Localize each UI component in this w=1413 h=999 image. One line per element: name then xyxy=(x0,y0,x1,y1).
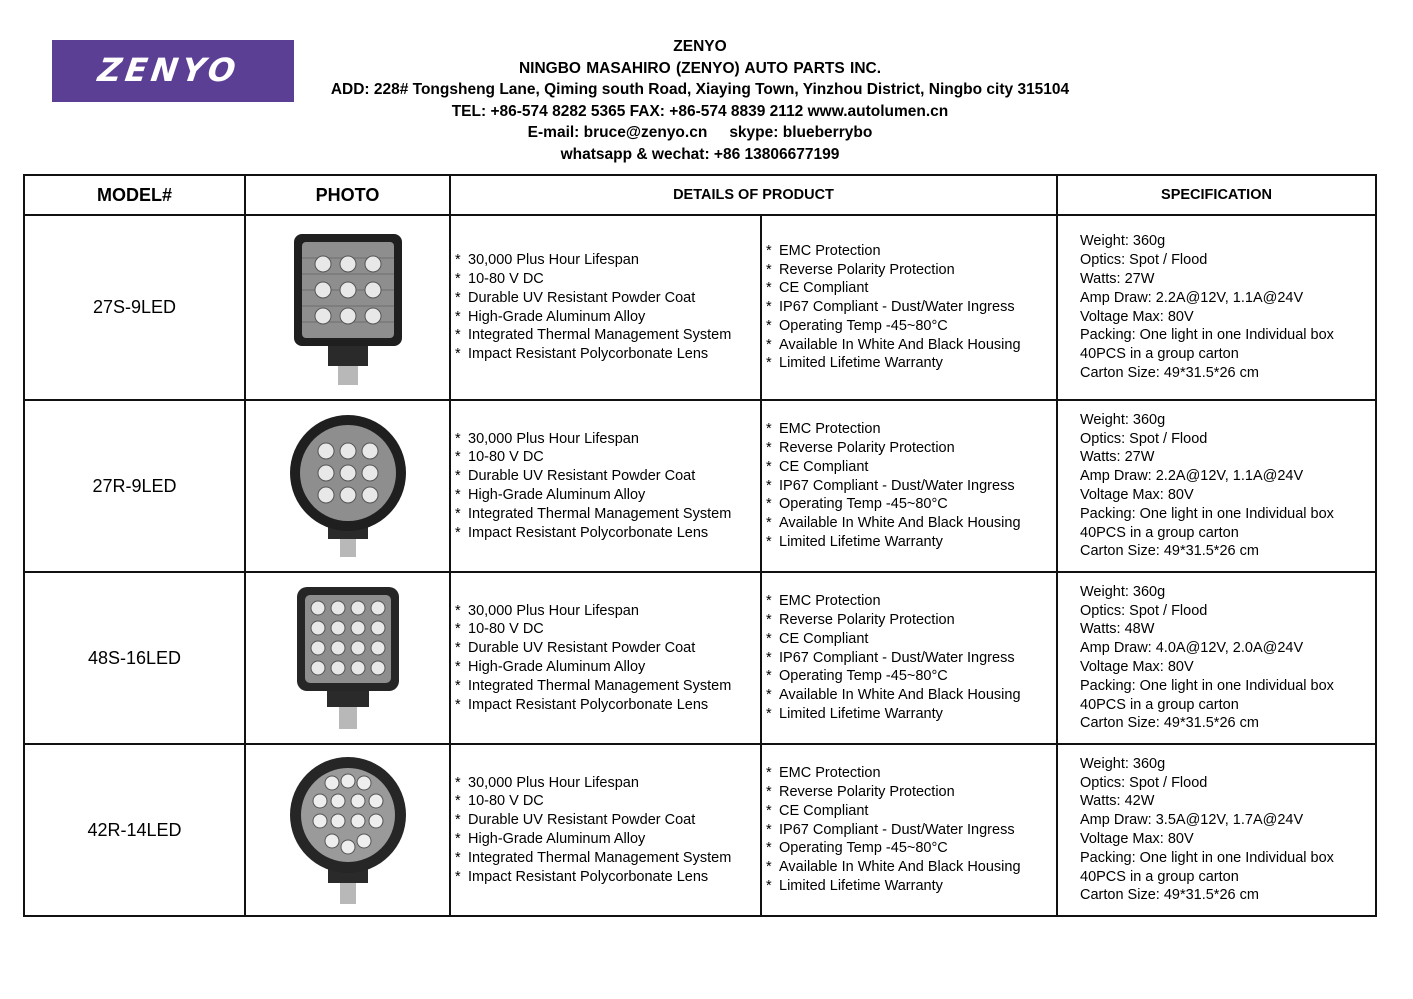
spec-weight: Weight: 360g xyxy=(1080,755,1166,772)
list-item: * Available In White And Black Housing xyxy=(766,859,1021,876)
list-item: * High-Grade Aluminum Alloy xyxy=(455,831,646,847)
features-a-list xyxy=(451,602,760,715)
list-item: * EMC Protection xyxy=(766,765,881,782)
spec-weight: Weight: 360g xyxy=(1080,233,1166,250)
company-short-name: ZENYO xyxy=(673,38,727,55)
photo-cell xyxy=(245,744,450,916)
list-item: * Durable UV Resistant Powder Coat xyxy=(455,640,696,657)
features-b-cell xyxy=(761,572,1057,744)
list-item: * IP67 Compliant - Dust/Water Ingress xyxy=(766,299,1015,316)
spec-amp-draw: Amp Draw: 3.5A@12V, 1.7A@24V xyxy=(1080,812,1304,829)
company-whatsapp: whatsapp & wechat: +86 13806677199 xyxy=(560,145,840,163)
company-address: ADD: 228# Tongsheng Lane, Qiming south Road, Xiaying Town, Yinzhou District, Ningbo city 315104 xyxy=(330,81,1070,98)
list-item: * 30,000 Plus Hour Lifespan xyxy=(455,430,639,447)
spec-carton-size: Carton Size: 49*31.5*26 cm xyxy=(1080,543,1259,560)
list-item: * Durable UV Resistant Powder Coat xyxy=(455,289,696,306)
features-b-list xyxy=(762,242,1056,374)
table-row xyxy=(24,400,1376,572)
list-item: * Integrated Thermal Management System xyxy=(455,849,732,866)
product-table xyxy=(23,174,1377,917)
round-led-work-light-icon xyxy=(288,411,408,561)
list-item: * Operating Temp -45~80°C xyxy=(766,317,948,334)
header-specification: SPECIFICATION xyxy=(1057,175,1376,215)
company-email: E-mail: bruce@zenyo.cn xyxy=(527,124,708,141)
spec-optics: Optics: Spot / Flood xyxy=(1080,774,1208,791)
features-a-cell xyxy=(450,572,761,744)
spec-carton-qty: 40PCS in a group carton xyxy=(1080,868,1239,885)
spec-voltage: Voltage Max: 80V xyxy=(1080,308,1194,325)
model-cell: 42R-14LED xyxy=(24,744,245,916)
list-item: * IP67 Compliant - Dust/Water Ingress xyxy=(766,477,1015,494)
zenyo-logo-icon xyxy=(52,40,294,102)
company-contact-line xyxy=(300,122,1100,144)
company-phone-fax-web: TEL: +86-574 8282 5365 FAX: +86-574 8839 2112 www.autolumen.cn xyxy=(451,102,949,120)
list-item: * Durable UV Resistant Powder Coat xyxy=(455,468,696,485)
table-row xyxy=(24,744,1376,916)
table-header-row xyxy=(24,175,1376,215)
square-led-work-light-icon xyxy=(288,228,408,388)
table-row xyxy=(24,215,1376,400)
list-item: * Impact Resistant Polycorbonate Lens xyxy=(455,346,709,363)
list-item: * 30,000 Plus Hour Lifespan xyxy=(455,252,639,269)
header-photo: PHOTO xyxy=(245,175,450,215)
list-item: * Available In White And Black Housing xyxy=(766,687,1021,704)
round-led-work-light-14-icon xyxy=(288,753,408,908)
spec-watts: Watts: 27W xyxy=(1080,270,1155,287)
list-item: * 10-80 V DC xyxy=(455,793,544,810)
features-a-cell xyxy=(450,215,761,400)
spec-voltage: Voltage Max: 80V xyxy=(1080,659,1194,675)
list-item: * Impact Resistant Polycorbonate Lens xyxy=(455,868,709,885)
square-led-work-light-16-icon xyxy=(293,583,403,733)
specification-cell xyxy=(1057,400,1376,572)
list-item: * 10-80 V DC xyxy=(455,270,544,287)
list-item: * 10-80 V DC xyxy=(455,449,544,466)
spec-optics: Optics: Spot / Flood xyxy=(1080,430,1208,447)
spec-packing: Packing: One light in one Individual box xyxy=(1080,505,1334,522)
zenyo-logo xyxy=(52,40,294,102)
list-item: * Available In White And Black Housing xyxy=(766,515,1021,532)
list-item: * IP67 Compliant - Dust/Water Ingress xyxy=(766,649,1015,666)
spec-carton-size: Carton Size: 49*31.5*26 cm xyxy=(1080,715,1259,732)
list-item: * Limited Lifetime Warranty xyxy=(766,877,943,894)
features-a-cell xyxy=(450,744,761,916)
spec-carton-qty: 40PCS in a group carton xyxy=(1080,346,1239,363)
specification-cell xyxy=(1057,215,1376,400)
features-b-list xyxy=(762,420,1056,552)
features-b-cell xyxy=(761,744,1057,916)
list-item: * CE Compliant xyxy=(766,280,869,297)
list-item: * Reverse Polarity Protection xyxy=(766,261,955,278)
list-item: * Available In White And Black Housing xyxy=(766,336,1021,353)
spec-packing: Packing: One light in one Individual box xyxy=(1080,677,1334,694)
list-item: * 30,000 Plus Hour Lifespan xyxy=(455,774,639,791)
table-row xyxy=(24,572,1376,744)
features-b-list xyxy=(762,592,1056,724)
features-b-list xyxy=(762,764,1056,896)
list-item: * Integrated Thermal Management System xyxy=(455,327,732,344)
list-item: * Limited Lifetime Warranty xyxy=(766,533,943,550)
features-b-cell xyxy=(761,215,1057,400)
list-item: * Operating Temp -45~80°C xyxy=(766,840,948,857)
model-cell: 27S-9LED xyxy=(24,215,245,400)
list-item: * Integrated Thermal Management System xyxy=(455,677,732,694)
list-item: * Impact Resistant Polycorbonate Lens xyxy=(455,696,709,713)
spec-optics: Optics: Spot / Flood xyxy=(1080,252,1208,269)
spec-amp-draw: Amp Draw: 2.2A@12V, 1.1A@24V xyxy=(1080,468,1304,485)
spec-carton-size: Carton Size: 49*31.5*26 cm xyxy=(1080,364,1259,381)
header-details: DETAILS OF PRODUCT xyxy=(450,175,1057,215)
features-a-list xyxy=(451,251,760,364)
spec-carton-qty: 40PCS in a group carton xyxy=(1080,696,1239,713)
spec-watts: Watts: 27W xyxy=(1080,449,1155,466)
list-item: * Limited Lifetime Warranty xyxy=(766,355,943,372)
model-cell: 48S-16LED xyxy=(24,572,245,744)
list-item: * 30,000 Plus Hour Lifespan xyxy=(455,602,639,619)
list-item: * Limited Lifetime Warranty xyxy=(766,705,943,722)
spec-packing: Packing: One light in one Individual box xyxy=(1080,849,1334,866)
list-item: * 10-80 V DC xyxy=(455,621,544,638)
svg-text:ZENYO: ZENYO xyxy=(95,51,242,89)
specification-cell xyxy=(1057,744,1376,916)
list-item: * Operating Temp -45~80°C xyxy=(766,496,948,513)
list-item: * CE Compliant xyxy=(766,630,869,647)
features-a-list xyxy=(451,430,760,543)
list-item: * Reverse Polarity Protection xyxy=(766,440,955,456)
spec-carton-qty: 40PCS in a group carton xyxy=(1080,524,1239,541)
spec-weight: Weight: 360g xyxy=(1080,583,1166,600)
company-skype: skype: blueberrybo xyxy=(729,124,873,141)
spec-carton-size: Carton Size: 49*31.5*26 cm xyxy=(1080,887,1259,904)
list-item: * CE Compliant xyxy=(766,802,869,819)
features-a-list xyxy=(451,774,760,887)
list-item: * Reverse Polarity Protection xyxy=(766,784,955,800)
spec-weight: Weight: 360g xyxy=(1080,411,1166,428)
spec-packing: Packing: One light in one Individual box xyxy=(1080,327,1334,344)
spec-optics: Optics: Spot / Flood xyxy=(1080,602,1208,619)
specification-cell xyxy=(1057,572,1376,744)
list-item: * IP67 Compliant - Dust/Water Ingress xyxy=(766,821,1015,838)
features-b-cell xyxy=(761,400,1057,572)
company-header xyxy=(300,36,1100,165)
list-item: * Integrated Thermal Management System xyxy=(455,505,732,522)
photo-cell xyxy=(245,400,450,572)
spec-voltage: Voltage Max: 80V xyxy=(1080,487,1194,503)
list-item: * High-Grade Aluminum Alloy xyxy=(455,487,646,503)
list-item: * High-Grade Aluminum Alloy xyxy=(455,659,646,675)
spec-amp-draw: Amp Draw: 2.2A@12V, 1.1A@24V xyxy=(1080,289,1304,306)
list-item: * Operating Temp -45~80°C xyxy=(766,668,948,685)
spec-watts: Watts: 42W xyxy=(1080,793,1155,810)
list-item: * Reverse Polarity Protection xyxy=(766,612,955,628)
photo-cell xyxy=(245,215,450,400)
list-item: * EMC Protection xyxy=(766,242,881,259)
spec-voltage: Voltage Max: 80V xyxy=(1080,831,1194,847)
spec-amp-draw: Amp Draw: 4.0A@12V, 2.0A@24V xyxy=(1080,640,1304,657)
list-item: * High-Grade Aluminum Alloy xyxy=(455,308,646,325)
header-model: MODEL# xyxy=(24,175,245,215)
model-cell: 27R-9LED xyxy=(24,400,245,572)
list-item: * Durable UV Resistant Powder Coat xyxy=(455,812,696,829)
photo-cell xyxy=(245,572,450,744)
company-full-name: NINGBO MASAHIRO (ZENYO) AUTO PARTS INC. xyxy=(518,59,882,77)
list-item: * Impact Resistant Polycorbonate Lens xyxy=(455,524,709,541)
spec-watts: Watts: 48W xyxy=(1080,621,1155,638)
list-item: * EMC Protection xyxy=(766,593,881,610)
list-item: * CE Compliant xyxy=(766,458,869,475)
features-a-cell xyxy=(450,400,761,572)
list-item: * EMC Protection xyxy=(766,421,881,438)
